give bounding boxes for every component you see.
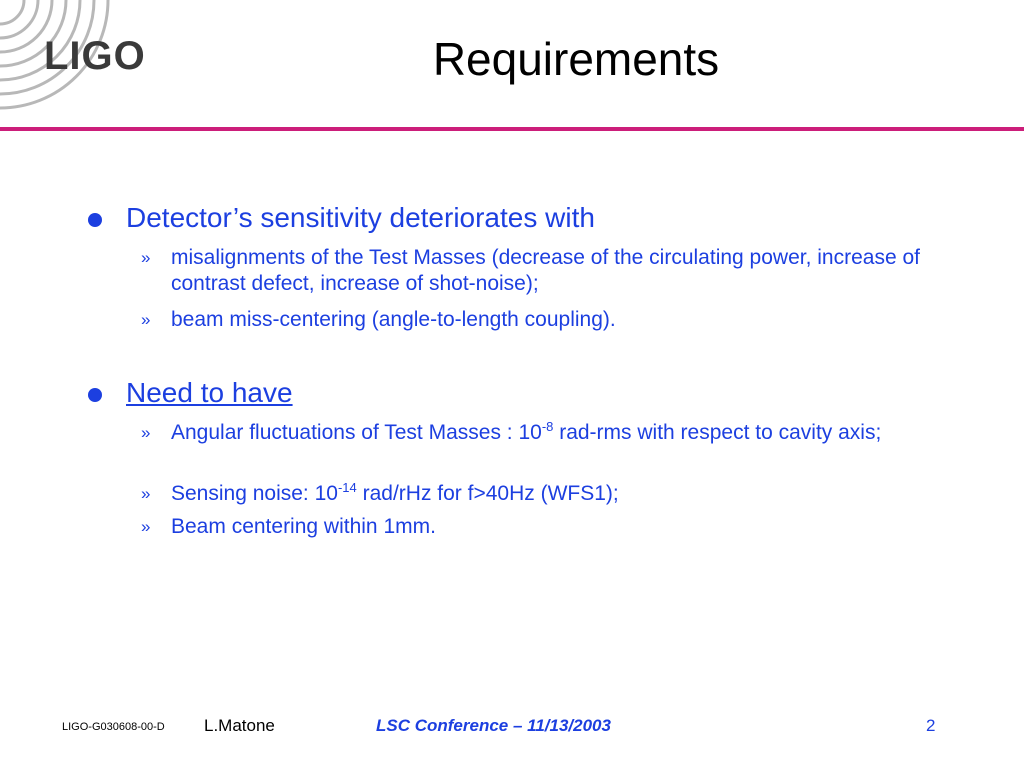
double-chevron-icon: » [141,423,151,442]
list-item-text-part: Angular fluctuations of Test Masses : 10 [171,421,542,444]
double-chevron-icon: » [141,310,151,329]
logo-text: LIGO [44,34,146,78]
list-item-text: beam miss-centering (angle-to-length coupling). [171,308,616,331]
bullet-dot-icon [88,388,102,402]
list-item [141,514,961,540]
double-chevron-icon: » [141,248,151,267]
slide-title: Requirements [432,33,720,85]
exponent: -8 [541,419,554,434]
section-heading-link[interactable]: Need to have [126,377,293,408]
list-item [141,245,961,297]
list-item [141,420,961,446]
list-item-text [171,481,619,507]
list-item-text [171,420,881,446]
list-item-text-part: rad-rms with respect to cavity axis; [553,421,882,444]
footer-doc-id: LIGO-G030608-00-D [62,721,165,733]
list-item-text-part: rad/rHz for f>40Hz (WFS1); [356,482,619,505]
list-item-text: misalignments of the Test Masses (decrease of the circulating power, increase of contrast defect, increase of shot-noise); [171,246,920,295]
bullet-dot-icon [88,213,102,227]
list-item-text: Beam centering within 1mm. [171,515,436,538]
title-divider [0,127,1024,131]
double-chevron-icon: » [141,484,151,503]
exponent: -14 [337,480,357,495]
double-chevron-icon: » [141,517,151,536]
footer-author: L.Matone [204,716,275,735]
section-heading-text: Detector’s sensitivity deteriorates with [126,202,595,233]
footer-conference: LSC Conference – 11/13/2003 [376,716,611,735]
list-item [141,481,961,507]
list-item [141,307,961,333]
section-heading-2 [88,376,293,410]
page-number: 2 [926,716,936,735]
section-heading-1 [88,201,595,235]
list-item-text-part: Sensing noise: 10 [171,482,338,505]
